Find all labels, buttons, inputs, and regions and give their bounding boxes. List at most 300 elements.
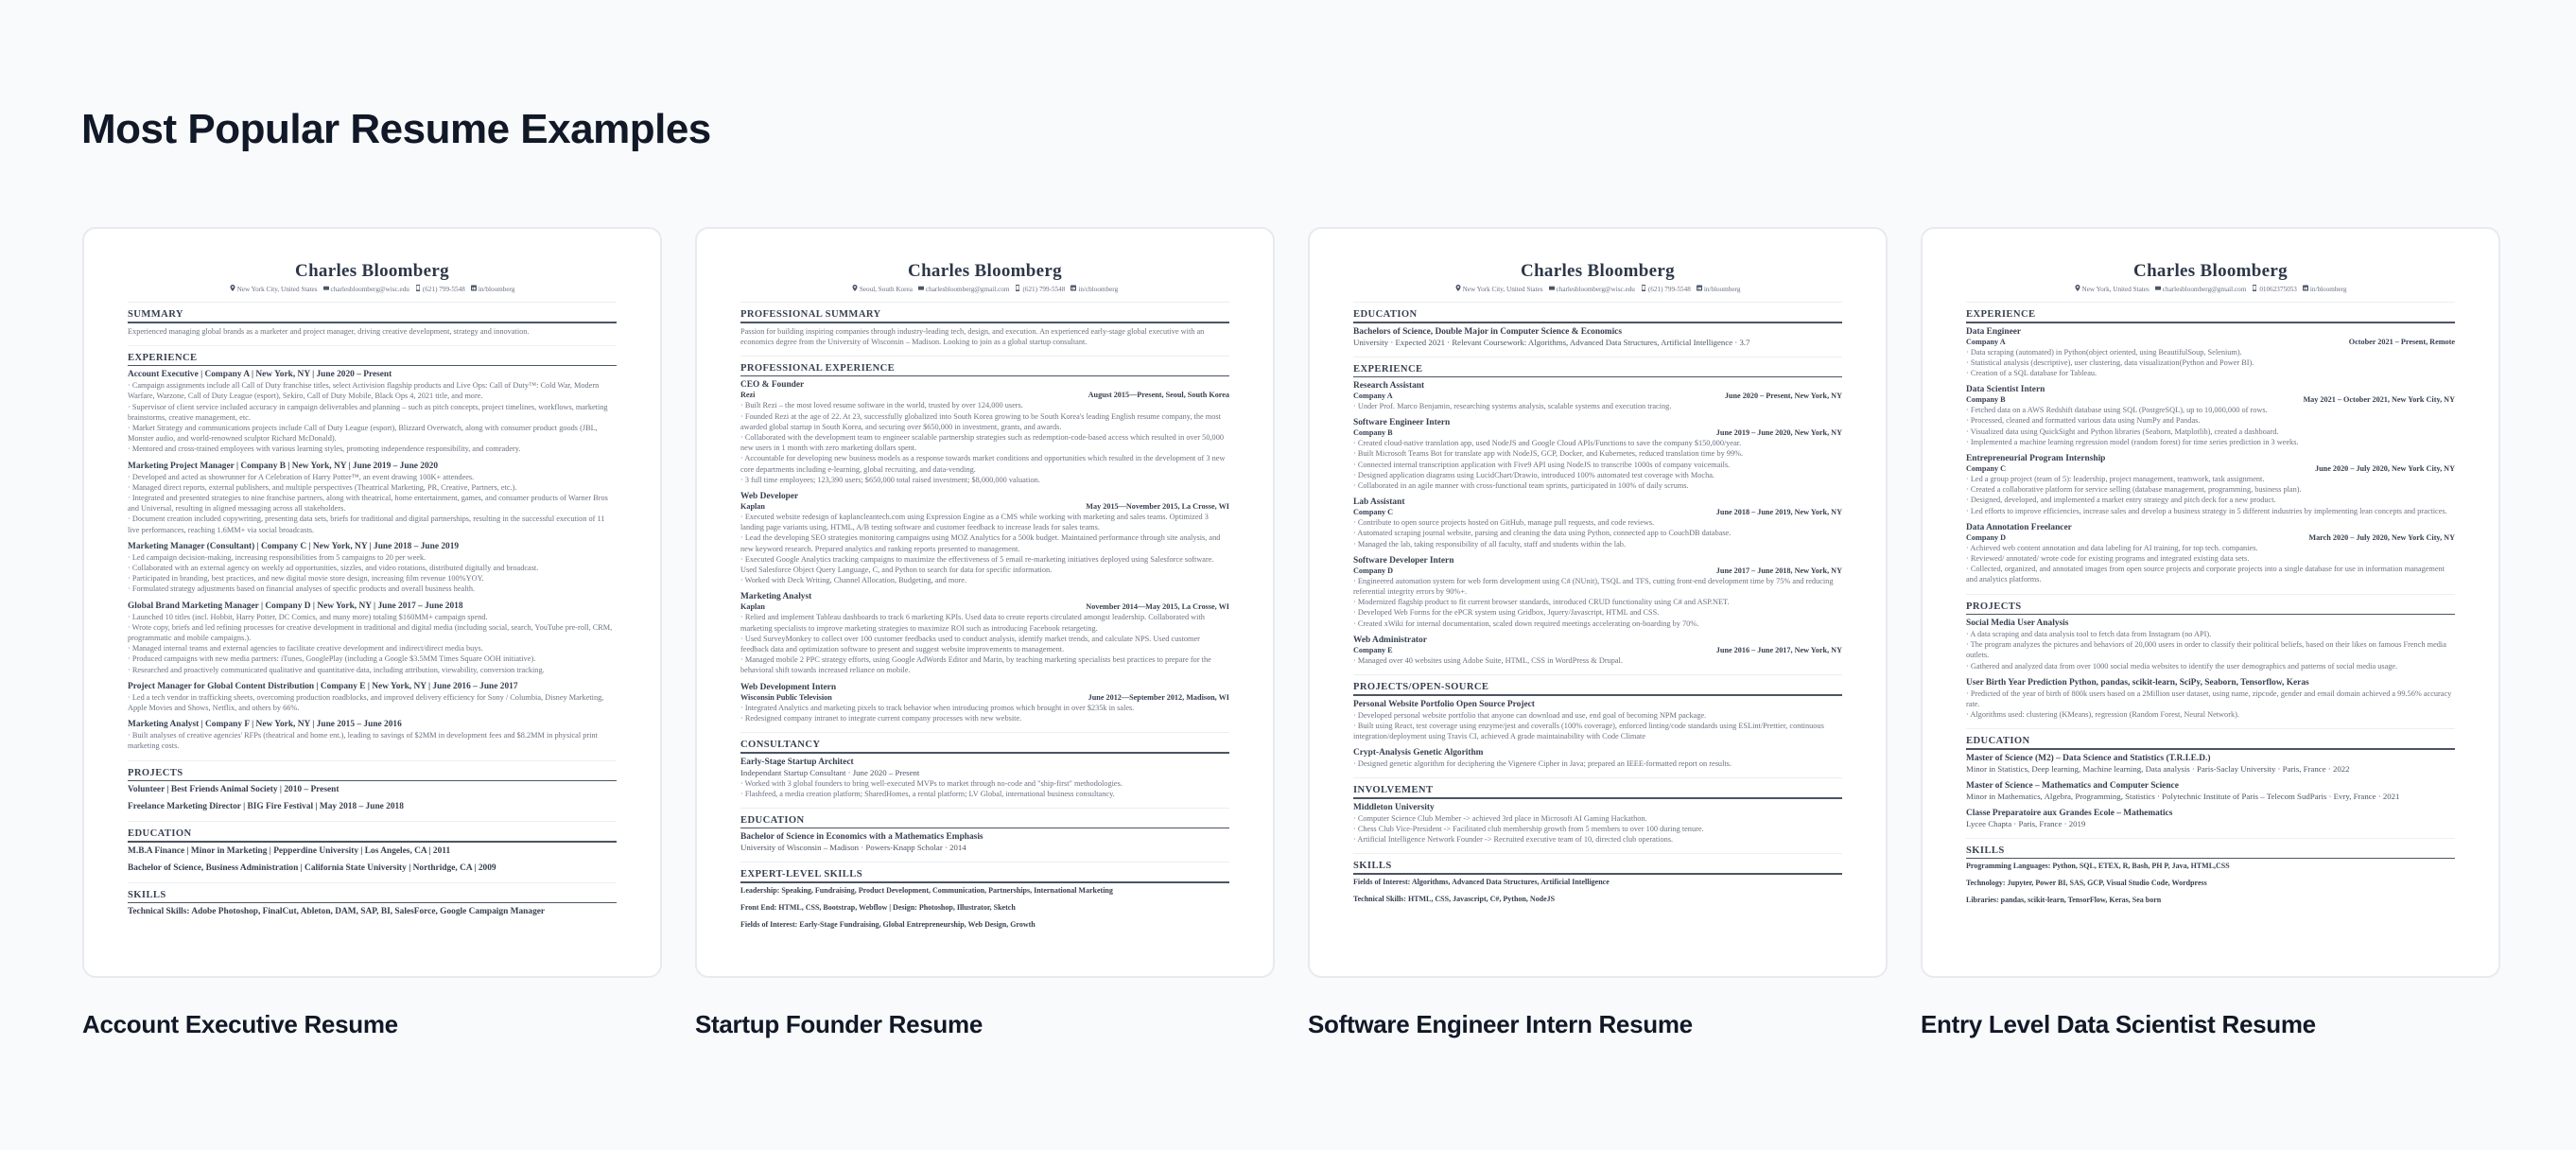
resume-section	[128, 302, 617, 337]
entry-bullet: · Creation of a SQL database for Tableau.	[1966, 368, 2097, 377]
entry-bullet: · Designed application diagrams using LucidChart/Drawio, introduced 100% automated test coverage with Mocha.	[1353, 470, 1715, 479]
entry-title: Data Scientist Intern	[1966, 385, 2045, 395]
entry-title: Classe Preparatoire aux Grandes Ecole – Mathematics	[1966, 808, 2173, 818]
entry-bullet: · Document creation included copywriting, presenting data sets, briefs for traditional and digital partnerships, resulting in the successful execution of 11 live performances, reaching 1.6MM+ via social broadcasts.	[128, 514, 605, 534]
section-divider	[128, 882, 617, 883]
section-divider	[1353, 302, 1842, 303]
resume-entry	[128, 719, 617, 751]
entry-bullet: · Flashfeed, a media creation platform; SharedHomes, a rental platform; LV Global, international business consultancy.	[740, 789, 1115, 798]
location-pin-icon	[852, 285, 858, 293]
entry-bullet: · Processed, cleaned and formatted various data using NumPy and Pandas.	[1966, 416, 2201, 426]
phone-icon	[415, 285, 421, 293]
envelope-icon	[1549, 285, 1555, 293]
skills-line: Fields of Interest: Early-Stage Fundraising, Global Entrepreneurship, Web Design, Growth	[740, 919, 1036, 929]
entry-organization: Company C	[1966, 463, 2007, 473]
resume-entry	[128, 845, 617, 857]
section-heading: SKILLS	[1353, 861, 1392, 872]
entry-bullet: · Accountable for developing new business models as a response towards market conditions and opportunities which resulted in the development of 3 new core departments including e-learning, global recruiting, and data-vending.	[740, 454, 1226, 474]
entry-bullet: · Developed personal website portfolio that anyone can download and use, end goal of becoming NPM package.	[1353, 710, 1707, 720]
section-heading: PROFESSIONAL SUMMARY	[740, 309, 881, 320]
entry-bullet: · Built Rezi – the most loved resume software in the world, trusted by over 124,000 users.	[740, 401, 1023, 410]
section-divider	[1353, 853, 1842, 854]
envelope-icon	[918, 285, 924, 293]
entry-bullet: · Predicted of the year of birth of 800k users based on a 2Million user dataset, using name, zipcode, gender and email domain achieved a 99.56% accuracy rate.	[1966, 688, 2452, 709]
contact-text: New York, United States	[2081, 285, 2150, 293]
resume-entry	[740, 831, 1229, 853]
entry-bullet: · Managed the lab, taking responsibility of all faculty, staff and students within the lab.	[1353, 539, 1627, 549]
entry-bullet: · Chess Club Vice-President -> Facilitated club membership growth from 5 members to over 100 during tenure.	[1353, 825, 1704, 834]
entry-bullet: · Participated in branding, best practices, and new digital movie store design, increasing film revenue 100%YOY.	[128, 574, 484, 584]
contact-line	[128, 285, 617, 293]
contact-item	[918, 285, 1010, 293]
entry-dates-location: May 2021 – October 2021, New York City, NY	[2303, 395, 2455, 405]
entry-organization: Wisconsin Public Television	[740, 692, 832, 702]
entry-meta: University · Expected 2021 · Relevant Coursework: Algorithms, Advanced Data Structures, Artificial Intelligence · 3.7	[1353, 337, 1750, 347]
resume-example	[695, 227, 1275, 1039]
resume-section	[1966, 728, 2455, 829]
entry-title: Research Assistant	[1353, 381, 1425, 391]
entry-title: Early-Stage Startup Architect	[740, 757, 854, 767]
resume-entry	[1966, 780, 2455, 802]
entry-bullet: · Led a tech vendor in trafficking sheets, overcoming production roadblocks, and improved delivery efficiency for Sony / Columbia, Disney Marketing, Apple Movies and Shows, Netflix, and others by 66%.	[128, 692, 604, 713]
heading-rule	[128, 841, 617, 843]
section-heading: SKILLS	[1966, 845, 2005, 856]
entry-organization: Rezi	[740, 391, 756, 400]
contact-item	[2155, 285, 2247, 293]
contact-line	[1966, 285, 2455, 293]
entry-dates-location: March 2020 – July 2020, New York City, NY	[2308, 532, 2455, 542]
entry-organization: Company A	[1353, 392, 1393, 400]
contact-text: in/bloomberg	[1703, 285, 1741, 293]
skills-line: Technology: Jupyter, Power BI, SAS, GCP, Visual Studio Code, Wordpress	[1966, 879, 2207, 888]
entry-bullet: · Connected internal transcription application with Five9 API using NodeJS to transcribe 1000s of company voicemails.	[1353, 460, 1731, 469]
entry-bullet: · Relied and implement Tableau dashboards to track 6 marketing KPIs. Used data to create reports circulated amongst leadership. Collaborated with marketing specialists to improve marketing strategies to maximize ROI such as introducing Facebook retargeting.	[740, 613, 1205, 633]
phone-icon	[1641, 285, 1646, 293]
skills-line: Fields of Interest: Algorithms, Advanced Data Structures, Artificial Intelligence	[1353, 877, 1610, 886]
entry-bullet: · Data scraping (automated) in Python(object oriented, using BeautifulSoup, Selenium).	[1966, 347, 2242, 357]
entry-organization: Company B	[1353, 428, 1393, 438]
entry-bullet: · Worked with 3 global founders to bring well-executed MVPs to market through no-code and "ship-first" methodologies.	[740, 778, 1123, 788]
phone-icon	[1015, 285, 1020, 293]
entry-title: M.B.A Finance | Minor in Marketing | Pepperdine University | Los Angeles, CA | 2011	[128, 845, 451, 856]
envelope-icon	[323, 285, 329, 293]
entry-subtitle-row	[740, 602, 1229, 612]
skills-line: Libraries: pandas, scikit-learn, TensorFlow, Keras, Sea born	[1966, 896, 2162, 905]
entry-bullet: · Artificial Intelligence Network Founder -> Recruited executive team of 10, directed club operations.	[1353, 835, 1674, 845]
resume-entry	[1966, 753, 2455, 775]
resume-entry	[1966, 808, 2455, 829]
heading-rule	[1353, 376, 1842, 378]
entry-title: Social Media User Analysis	[1966, 619, 2069, 629]
entry-dates-location: June 2020 – Present, New York, NY	[1724, 392, 1842, 400]
resume-entry	[1966, 453, 2455, 516]
entry-bullet: · Contribute to open source projects hosted on GitHub, manage pull requests, and code reviews.	[1353, 518, 1655, 528]
section-text: Experienced managing global brands as a marketer and project manager, driving creative development, strategy and innovation.	[128, 326, 530, 336]
entry-bullet: · Achieved web content annotation and data labeling for AI training, for top tech. companies.	[1966, 543, 2258, 552]
entry-subtitle-row	[1353, 566, 1842, 576]
section-heading: EDUCATION	[1966, 736, 2030, 747]
contact-text: New York City, United States	[236, 285, 318, 293]
heading-rule	[740, 752, 1229, 754]
entry-organization: Company B	[1966, 395, 2006, 405]
contact-text: New York City, United States	[1462, 285, 1543, 293]
section-divider	[1966, 728, 2455, 729]
resume-name: Charles Bloomberg	[2133, 261, 2288, 281]
section-heading: EXPERIENCE	[128, 352, 198, 363]
resume-name: Charles Bloomberg	[908, 261, 1062, 281]
resume-name: Charles Bloomberg	[295, 261, 449, 281]
heading-rule	[128, 322, 617, 323]
entry-subtitle-row	[1966, 533, 2455, 543]
entry-bullet: · Wrote copy, briefs and led refining processes for creative development in traditional and digital media (including social, search, YouTube pre-roll, CRM, programmatic and mobile campaigns.).	[128, 622, 613, 643]
section-text: Passion for building inspiring companies through industry-leading tech, design, and execution. An experienced early-stage global executive with an economics degree from the University of Wisconsin – Madison. Looking to join as a global startup consultant.	[740, 326, 1205, 346]
section-heading: INVOLVEMENT	[1353, 785, 1434, 796]
section-divider	[740, 732, 1229, 733]
resume-example-link[interactable]: Software Engineer Intern Resume	[1308, 1010, 1693, 1038]
linkedin-icon	[1697, 285, 1702, 293]
contact-item	[1455, 285, 1543, 293]
entry-organization: Company A	[1966, 337, 2006, 346]
heading-rule	[128, 902, 617, 904]
entry-bullet: · Founded Rezi at the age of 22. At 23, successfully globalized into South Korea growing to be South Korea's leading English resume company, the most awarded global startup in South Korea, and securing over $650,000 in investment, grants, and awards.	[740, 411, 1221, 431]
entry-dates-location: November 2014—May 2015, La Crosse, WI	[1086, 602, 1229, 612]
resume-section	[1966, 594, 2455, 721]
entry-bullet: · Mentored and cross-trained employees with various learning styles, promoting independence responsibility, and comradery.	[128, 444, 521, 454]
resume-section	[1966, 302, 2455, 585]
entry-dates-location: June 2016 – June 2017, New York, NY	[1715, 645, 1842, 654]
skills-line: Technical Skills: HTML, CSS, Javascript, C#, Python, NodeJS	[1353, 894, 1556, 903]
entry-subtitle-row	[1966, 338, 2455, 347]
entry-meta: University of Wisconsin – Madison · Powers-Knapp Scholar · 2014	[740, 843, 966, 853]
section-divider	[128, 760, 617, 761]
heading-rule	[740, 828, 1229, 829]
resume-section	[1353, 302, 1842, 348]
resume-entry	[1353, 326, 1842, 348]
section-divider	[1353, 674, 1842, 675]
section-divider	[1966, 594, 2455, 595]
entry-bullet: · Automated scraping journal website, parsing and cleaning the data using Python, connected app to CouchDB database.	[1353, 529, 1732, 538]
entry-bullet: · Managed internal teams and external agencies to facilitate creative development and indirect/direct media buys.	[128, 644, 483, 653]
resume-document	[84, 229, 660, 917]
resume-entry	[128, 681, 617, 713]
contact-line	[1353, 285, 1842, 293]
entry-title: Entrepreneurial Program Internship	[1966, 453, 2106, 463]
entry-bullet: · Gathered and analyzed data from over 1000 social media websites to identify the user demographics and patterns of social media usage.	[1966, 661, 2398, 671]
contact-text: charlesbloomberg@wisc.edu	[1556, 285, 1635, 293]
entry-title: Web Developer	[740, 492, 799, 502]
resume-entry	[1966, 384, 2455, 447]
entry-meta: Independant Startup Consultant · June 2020 – Present	[740, 767, 920, 777]
location-pin-icon	[2075, 285, 2080, 293]
entry-organization: Kaplan	[740, 502, 765, 512]
entry-bullet: · Designed, developed, and implemented a market entry strategy and pitch deck for a new product.	[1966, 496, 2276, 505]
linkedin-icon	[471, 285, 477, 293]
entry-bullet: · Reviewed/ annotated/ wrote code for existing programs and integrated existing data sets.	[1966, 553, 2250, 563]
entry-bullet: · Supervisor of client service included accuracy in campaign deliverables and planning – such as pitch concepts, project timelines, workflows, marketing brainstorms, creative management, etc.	[128, 402, 608, 422]
section-heading: EDUCATION	[740, 814, 805, 826]
section-heading: CONSULTANCY	[740, 740, 821, 751]
entry-title: Web Administrator	[1353, 635, 1427, 645]
entry-bullet: · Led campaign decision-making, increasing responsibilities from 5 campaigns to 20 per week.	[128, 552, 426, 562]
entry-title: Volunteer | Best Friends Animal Society | 2010 – Present	[128, 785, 339, 795]
heading-rule	[128, 365, 617, 367]
heading-rule	[1966, 858, 2455, 860]
resume-section	[128, 821, 617, 874]
resume-entry	[740, 757, 1229, 799]
resume-entry	[740, 379, 1229, 485]
entry-bullet: · Developed Web Forms for the ePCR system using Gridbox, Jquery/Javascript, HTML and CSS.	[1353, 608, 1660, 618]
section-divider	[1966, 302, 2455, 303]
skills-line: Leadership: Speaking, Fundraising, Product Development, Communication, Partnerships, International Marketing	[740, 885, 1113, 895]
resume-entry	[1966, 326, 2455, 379]
contact-item	[1015, 285, 1065, 293]
linkedin-icon	[1070, 285, 1076, 293]
resume-example-link[interactable]: Entry Level Data Scientist Resume	[1921, 1010, 2316, 1038]
entry-bullet: · Developed and acted as showrunner for A Celebration of Harry Potter™, an event drawing 100K+ attendees.	[128, 472, 475, 481]
resume-section	[740, 732, 1229, 799]
heading-rule	[1353, 797, 1842, 799]
resume-entry	[1353, 802, 1842, 845]
contact-item	[2252, 285, 2297, 293]
entry-dates-location: June 2018 – June 2019, New York, NY	[1715, 508, 1842, 517]
contact-text: in/bloomberg	[2309, 285, 2347, 293]
resume-entry	[1966, 522, 2455, 585]
resume-entry	[128, 541, 617, 595]
entry-meta: Minor in Statistics, Deep learning, Machine learning, Data analysis · Paris-Saclay University · Paris, France · 2022	[1966, 763, 2350, 774]
entry-title: Account Executive | Company A | New York, NY | June 2020 – Present	[128, 370, 392, 380]
entry-dates-location: June 2019 – June 2020, New York, NY	[1715, 428, 1842, 438]
entry-dates-location: October 2021 – Present, Remote	[2348, 337, 2455, 346]
entry-dates-location: May 2015—November 2015, La Crosse, WI	[1086, 502, 1229, 512]
resume-entry	[1353, 699, 1842, 742]
resume-entry	[740, 591, 1229, 675]
entry-bullet: · Fetched data on a AWS Redshift database using SQL (PostgreSQL), up to 10,000,000 of rows.	[1966, 406, 2268, 415]
entry-subtitle-row	[1353, 428, 1842, 438]
page-title: Most Popular Resume Examples	[81, 106, 711, 152]
contact-item	[471, 285, 515, 293]
entry-organization: Company D	[1353, 566, 1394, 575]
contact-text: charlesbloomberg@gmail.com	[2162, 285, 2247, 293]
section-heading: PROJECTS	[1966, 601, 2022, 612]
resume-entry	[1353, 555, 1842, 629]
entry-title: Project Manager for Global Content Distribution | Company E | New York, NY | June 2016 – June 2017	[128, 681, 518, 691]
entry-bullet: · Market Strategy and communications projects include Call of Duty League (esport), Blizzard Overwatch, along with consumer product goods (JBL, Monster audio, and world-renowned sculptor Richard McDonald).	[128, 424, 598, 444]
entry-bullet: · Used SurveyMonkey to collect over 100 customer feedbacks used to conduct analysis, identify market trends, and calculate NPS. Used customer feedback data and optimization software to present and suggest website improvements to management.	[740, 634, 1200, 654]
heading-rule	[740, 881, 1229, 883]
entry-title: Global Brand Marketing Manager | Company D | New York, NY | June 2017 – June 2018	[128, 601, 463, 611]
resume-example-link[interactable]: Startup Founder Resume	[695, 1010, 983, 1038]
resume-examples-grid	[82, 227, 2500, 1039]
section-divider	[128, 345, 617, 346]
envelope-icon	[2155, 285, 2161, 293]
section-divider	[740, 302, 1229, 303]
entry-bullet: · Designed genetic algorithm for deciphering the Vigenere Cipher in Java; prepared an IEEE-formatted report on results.	[1353, 759, 1732, 769]
resume-entry	[128, 801, 617, 812]
entry-bullet: · Led a group project (team of 5): leadership, project management, teamwork, task assignment.	[1966, 474, 2265, 483]
resume-section	[740, 808, 1229, 854]
contact-text: charlesbloomberg@wisc.edu	[330, 285, 409, 293]
entry-title: Crypt-Analysis Genetic Algorithm	[1353, 748, 1484, 758]
section-heading: SKILLS	[128, 889, 166, 900]
heading-rule	[1353, 694, 1842, 696]
heading-rule	[740, 375, 1229, 377]
skills-line: Programming Languages: Python, SQL, ETEX, R, Bash, PH P, Java, HTML,CSS	[1966, 862, 2230, 871]
heading-rule	[128, 780, 617, 782]
resume-section	[1353, 357, 1842, 667]
heading-rule	[1966, 614, 2455, 616]
resume-section	[1353, 674, 1842, 769]
entry-bullet: · A data scraping and data analysis tool to fetch data from Instagram (no API).	[1966, 630, 2212, 639]
resume-entry	[1353, 635, 1842, 666]
contact-text: in/bloomberg	[478, 285, 515, 293]
resume-example	[1921, 227, 2500, 1039]
resume-preview-card[interactable]	[1308, 227, 1888, 978]
entry-title: Bachelor of Science, Business Administration | California State University | Northridge, CA | 2009	[128, 862, 496, 873]
entry-bullet: · Collaborated with an external agency on weekly ad opportunities, sizzles, and video rotations, distributed digitally and broadcast.	[128, 564, 539, 573]
entry-organization: Kaplan	[740, 602, 765, 612]
resume-entry	[128, 461, 617, 535]
entry-bullet: · Visualized data using QuickSight and Python libraries (Seaborn, Matplotlib), created a dashboard.	[1966, 427, 2279, 436]
contact-item	[230, 285, 318, 293]
location-pin-icon	[1455, 285, 1461, 293]
section-divider	[128, 302, 617, 303]
entry-bullet: · Built analyses of creative agencies' RFPs (theatrical and home ent.), leading to savings of $2MM in development fees and $8.2MM in physical print marketing costs.	[128, 731, 598, 751]
entry-title: Personal Website Portfolio Open Source Project	[1353, 699, 1535, 709]
contact-text: Seoul, South Korea	[859, 285, 913, 293]
entry-title: Data Engineer	[1966, 326, 2022, 337]
entry-title: Middleton University	[1353, 802, 1435, 812]
entry-title: Master of Science – Mathematics and Computer Science	[1966, 780, 2179, 791]
resume-document	[697, 229, 1273, 930]
contact-item	[2303, 285, 2347, 293]
entry-dates-location: August 2015—Present, Seoul, South Korea	[1088, 391, 1229, 400]
entry-subtitle-row	[1966, 464, 2455, 474]
resume-section	[740, 862, 1229, 930]
entry-bullet: · Statistical analysis (descriptive), user clustering, data visualization(Python and Power BI).	[1966, 357, 2254, 367]
entry-title: User Birth Year Prediction Python, pandas, scikit-learn, SciPy, Seaborn, Tensorflow, Keras	[1966, 677, 2309, 688]
entry-organization: Company E	[1353, 645, 1393, 654]
resume-section	[128, 760, 617, 813]
entry-title: Software Developer Intern	[1353, 555, 1454, 566]
entry-bullet: · 3 full time employees; 123,390 users; $650,000 total raised investment; $8,000,000 valuation.	[740, 475, 1040, 484]
contact-text: (621) 799-5548	[1022, 285, 1066, 293]
section-heading: SUMMARY	[128, 309, 183, 320]
contact-item	[1070, 285, 1118, 293]
entry-title: Software Engineer Intern	[1353, 418, 1451, 428]
resume-section	[740, 302, 1229, 347]
resume-entry	[1966, 618, 2455, 671]
entry-bullet: · Created cloud-native translation app, used NodeJS and Google Cloud APIs/Functions to save the company $150,000/year.	[1353, 439, 1742, 448]
section-heading: EXPERT-LEVEL SKILLS	[740, 869, 863, 880]
entry-bullet: · Led efforts to improve efficiencies, increase sales and develop a business strategy in 5 different industries by implementing lean concepts and practices.	[1966, 506, 2447, 515]
entry-bullet: · Created a collaborative platform for service selling (database management, programming, business plan).	[1966, 485, 2302, 495]
entry-bullet: · Executed website redesign of kaplancleantech.com using Expression Engine as a CMS while working with marketing and sales teams. Optimized 3 landing page variants using, HTML, A/B testing software and customer feedback to increase leads for sales teams.	[740, 513, 1209, 532]
entry-bullet: · Implemented a machine learning regression model (random forest) for time series prediction in 3 weeks.	[1966, 437, 2299, 446]
entry-bullet: · Computer Science Club Member -> achieved 3rd place in Microsoft AI Gaming Hackathon.	[1353, 813, 1647, 823]
entry-bullet: · Managed over 40 websites using Adobe Suite, HTML, CSS in WordPress & Drupal.	[1353, 655, 1623, 665]
resume-preview-card[interactable]	[82, 227, 662, 978]
resume-entry	[1353, 497, 1842, 549]
contact-text: in/cbloomberg	[1078, 285, 1119, 293]
section-heading: PROJECTS	[128, 767, 183, 778]
entry-bullet: · Collaborated in an agile manner with cross-functional team sprints, participated in 100% of daily scrums.	[1353, 481, 1689, 491]
resume-example	[1308, 227, 1888, 1039]
contact-item	[2075, 285, 2150, 293]
resume-entry	[128, 784, 617, 795]
contact-text: (621) 799-5548	[422, 285, 465, 293]
heading-rule	[1353, 322, 1842, 323]
entry-bullet: · Collaborated with the development team to engineer scalable partnership strategies such as redemption-code-based access which resulted in over 50,000 new users in 1 month with zero marketing dollars spent.	[740, 433, 1225, 453]
entry-bullet: · Launched 10 titles (incl. Hobbit, Harry Potter, DC Comics, and many more) totaling $160MM+ campaign spend.	[128, 612, 488, 621]
resume-example	[82, 227, 662, 1039]
location-pin-icon	[230, 285, 235, 293]
resume-entry	[1966, 677, 2455, 721]
resume-entry	[1353, 380, 1842, 411]
entry-subtitle-row	[1353, 508, 1842, 517]
entry-title: Freelance Marketing Director | BIG Fire Festival | May 2018 – June 2018	[128, 802, 404, 812]
entry-bullet: · The program analyzes the pictures and behaviors of 20,000 users in order to classify their political beliefs, based on their likes on famous French media outlets.	[1966, 640, 2446, 660]
section-divider	[128, 821, 617, 822]
entry-organization: Company C	[1353, 508, 1394, 517]
entry-title: Marketing Manager (Consultant) | Company C | New York, NY | June 2018 – June 2019	[128, 541, 460, 551]
entry-dates-location: June 2012—September 2012, Madison, WI	[1088, 692, 1229, 702]
entry-title: Web Development Intern	[740, 682, 837, 692]
contact-item	[1641, 285, 1691, 293]
resume-entry	[740, 491, 1229, 585]
resume-preview-card[interactable]	[1921, 227, 2500, 978]
contact-item	[415, 285, 465, 293]
entry-subtitle-row	[740, 391, 1229, 400]
heading-rule	[1353, 873, 1842, 875]
resume-section	[740, 356, 1229, 723]
entry-bullet: · Algorithms used: clustering (KMeans), regression (Random Forest, Neural Network).	[1966, 710, 2239, 720]
entry-subtitle-row	[740, 693, 1229, 703]
entry-bullet: · Managed direct reports, external publishers, and multiple perspectives (Theatrical Marketing, PR, Creative, Partners, etc.).	[128, 482, 517, 492]
resume-section	[128, 882, 617, 918]
heading-rule	[1966, 748, 2455, 750]
resume-entry	[1353, 417, 1842, 491]
entry-title: Master of Science (M2) – Data Science and Statistics (T.R.I.E.D.)	[1966, 753, 2211, 763]
heading-rule	[1966, 322, 2455, 323]
section-divider	[740, 356, 1229, 357]
linkedin-icon	[2303, 285, 2308, 293]
resume-section	[1353, 853, 1842, 904]
entry-subtitle-row	[1353, 392, 1842, 401]
resume-section	[1353, 777, 1842, 845]
contact-item	[323, 285, 409, 293]
section-heading: EXPERIENCE	[1353, 363, 1423, 375]
section-heading: EDUCATION	[128, 828, 192, 840]
entry-bullet: · Lead the developing SEO strategies monitoring campaigns using MOZ Analytics for a 500k budget. Maintained performance through site analysis, and new keyword research. Prepared analytics and ranking reports presented to management.	[740, 533, 1221, 553]
entry-bullet: · Executed Google Analytics tracking campaigns to maximize the effectiveness of 5 email re-marketing initiatives deployed using Salesforce software. Used Salesforce Object Query Language, C, and Python to search for data for specific information.	[740, 554, 1214, 575]
entry-subtitle-row	[1353, 646, 1842, 655]
section-divider	[740, 808, 1229, 809]
entry-title: Technical Skills: Adobe Photoshop, FinalCut, Ableton, DAM, SAP, BI, SalesForce, Google Campaign Manager	[128, 907, 546, 917]
entry-bullet: · Produced campaigns with new media partners: iTunes, GooglePlay (including a Google $3.5MM Times Square OOH initiative).	[128, 654, 536, 664]
resume-entry	[128, 906, 617, 917]
resume-preview-card[interactable]	[695, 227, 1275, 978]
resume-example-link[interactable]: Account Executive Resume	[82, 1010, 398, 1038]
section-heading: EXPERIENCE	[1966, 309, 2036, 320]
resume-entry	[128, 862, 617, 874]
resume-section	[128, 345, 617, 752]
skills-line: Front End: HTML, CSS, Bootstrap, Webflow | Design: Photoshop, Illustrator, Sketch	[740, 902, 1016, 912]
resume-entry	[1353, 747, 1842, 769]
entry-bullet: · Collected, organized, and annotated images from open source projects and corporate projects into a single database for use in information management and analytics platforms.	[1966, 565, 2445, 584]
resume-entry	[740, 682, 1229, 723]
entry-title: Bachelor of Science in Economics with a Mathematics Emphasis	[740, 832, 983, 843]
resume-entry	[128, 369, 617, 454]
